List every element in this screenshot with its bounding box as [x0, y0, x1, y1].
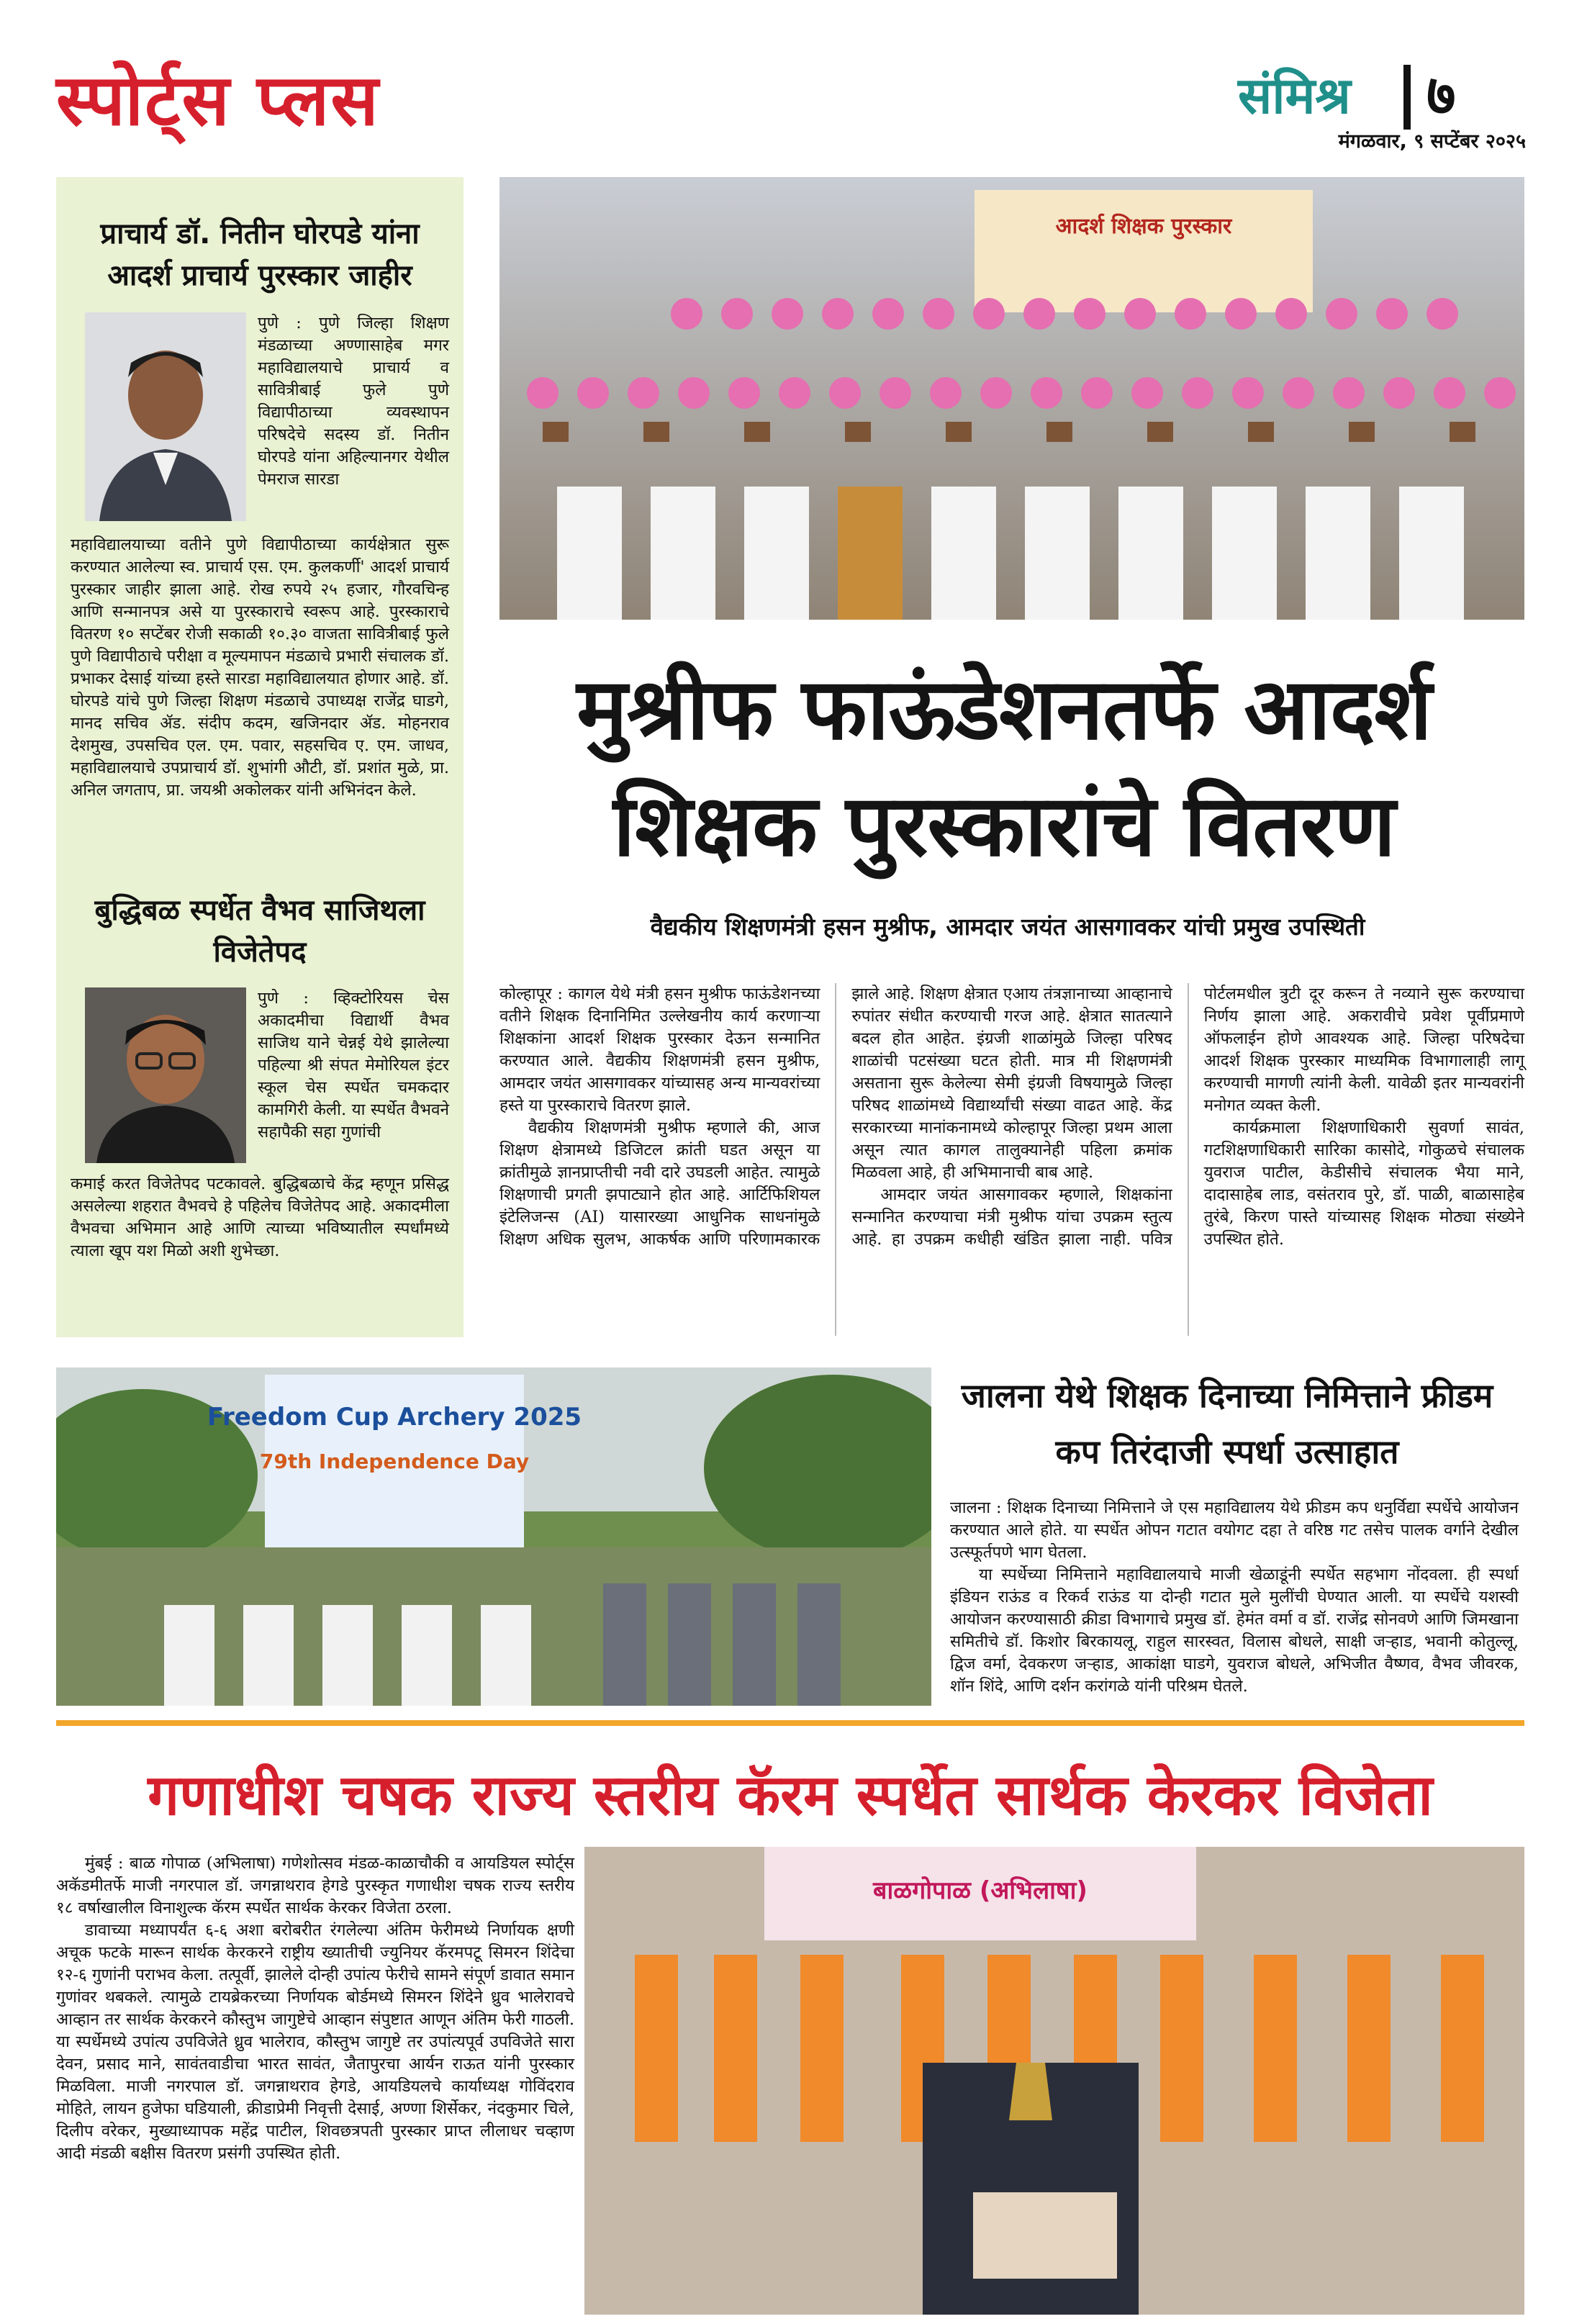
sidebar-story2-headline: बुद्धिबळ स्पर्धेत वैभव साजिथला विजेतेपद: [94, 894, 425, 969]
carrom-paragraph: मुंबई : बाळ गोपाळ (अभिलाषा) गणेशोत्सव मंडळ-काळाचौकी व आयडियल स्पोर्ट्स अकॅडमीतर्फे माजी नगरपाल डॉ. जगन्नाथराव हेगडे पुरस्कृत गणाधीश चषक राज्य स्तरीय १८ वर्षाखालील विनाशुल्क कॅरम स्पर्धेत सार्थक केरकर विजेता ठरला.: [56, 1854, 574, 1917]
carrom-banner-text: बाळगोपाळ (अभिलाषा): [873, 1876, 1088, 1905]
dateline: मंगळवार, ९ सप्टेंबर २०२५: [1338, 130, 1526, 153]
sidebar-story1-headline: प्राचार्य डॉ. नितीन घोरपडे यांना आदर्श प्राचार्य पुरस्कार जाहीर: [100, 217, 420, 292]
sidebar-story1-body: महाविद्यालयाच्या वतीने पुणे विद्यापीठाच्या कार्यक्षेत्रात सुरू करण्यात आलेल्या स्व. प्राचार्य एस. एम. कुलकर्णी' आदर्श प्राचार्य पुरस्कार जाहीर झाला आहे. रोख रुपये २५ हजार, गौरवचिन्ह आणि सन्मानपत्र असे या पुरस्काराचे स्वरूप आहे. पुरस्काराचे वितरण १० सप्टेंबर रोजी सकाळी १०.३० वाजता सावित्रीबाई फुले पुणे विद्यापीठाचे परीक्षा व मूल्यमापन मंडळाचे प्रभारी संचालक डॉ. प्रभाकर देसाई यांच्या हस्ते सारडा महाविद्यालयात होणार आहे. डॉ. घोरपडे यांचे पुणे जिल्हा शिक्षण मंडळाचे उपाध्यक्ष राजेंद्र घाडगे, मानद सचिव ॲड. संदीप कदम, खजिनदार ॲड. मोहनराव देशमुख, उपसचिव एल. एम. पवार, सहसचिव ए. एम. जाधव, महाविद्यालयाचे उपप्राचार्य डॉ. शुभांगी औटी, डॉ. प्रशांत मुळे, प्रा. अनिल जगताप, प्रा. जयश्री अकोलकर यांनी अभिनंदन केले.: [71, 535, 449, 800]
archery-event-photo: [56, 1367, 931, 1706]
jalna-headline: जालना येथे शिक्षक दिनाच्या निमित्ताने फ्रीडम कप तिरंदाजी स्पर्धा उत्साहात: [961, 1376, 1493, 1471]
lead-headline-line1: मुश्रीफ फाऊंडेशनतर्फे आदर्श: [577, 659, 1432, 759]
lead-paragraph: कोल्हापूर : कागल येथे मंत्री हसन मुश्रीफ फाऊंडेशनच्या वतीने शिक्षक दिनानिमित उल्लेखनीय कार्य करणाऱ्या शिक्षकांना आदर्श शिक्षक पुरस्कार देऊन सन्मानित करण्यात आले. वैद्यकीय शिक्षणमंत्री हसन मुश्रीफ, आमदार जयंत आसगावकर यांच्यासह अन्य मान्यवरांच्या हस्ते या पुरस्काराचे वितरण झाले.: [499, 985, 820, 1115]
sidebar-story2-intro: पुणे : व्हिक्टोरियस चेस अकादमीचा विद्यार्थी वैभव साजिथ याने चेन्नई येथे झालेल्या पहिल्या श्री संपत मेमोरियल इंटर स्कूल चेस स्पर्धेत चमकदार कामगिरी केली. या स्पर्धेत वैभवने सहापैकी सहा गुणांची: [258, 989, 449, 1141]
archery-banner-title: Freedom Cup Archery 2025: [207, 1403, 582, 1432]
carrom-paragraph: डावाच्या मध्यापर्यंत ६-६ अशा बरोबरीत रंगलेल्या अंतिम फेरीमध्ये निर्णायक क्षणी अचूक फटके मारून सार्थक केरकरने राष्ट्रीय ख्यातीची ज्युनियर कॅरमपटू सिमरन शिंदेचा १२-६ गुणांनी पराभव केला. तत्पूर्वी, झालेले दोन्ही उपांत्य फेरीचे सामने संपूर्ण डावात समान गुणांवर थबकले. त्यामुळे टायब्रेकरच्या निर्णायक बोर्डमध्ये सिमरन शिंदेने ध्रुव भालेरावचे आव्हान तर सार्थक केरकरने कौस्तुभ जागुष्टेचे आव्हान संपुष्टात आणून अंतिम फेरी गाठली. या स्पर्धेमध्ये उपांत्य उपविजेते ध्रुव भालेराव, कौस्तुभ जागुष्टे तर उपांत्यपूर्व उपविजेते सारा देवन, प्रसाद माने, सावंतवाडीचा भारत सावंत, जैतापुरचा आर्यन राऊत यांनी पुरस्कार मिळविला. माजी नगरपाल डॉ. जगन्नाथराव हेगडे, आयडियलचे कार्याध्यक्ष गोविंदराव मोहिते, लायन हुजेफा घडियाली, क्रीडाप्रेमी निवृत्ती देसाई, अण्णा शिर्सेकर, नंदकुमार चिले, दिलीप वरेकर, मुख्याध्यापक महेंद्र पाटील, शिवछत्रपती पुरस्कार प्राप्त लीलाधर चव्हाण आदी मंडळी बक्षीस वितरण प्रसंगी उपस्थित होती.: [56, 1921, 574, 2163]
section-name: संमिश्र: [1238, 66, 1351, 125]
lead-headline-line2: शिक्षक पुरस्कारांचे वितरण: [612, 776, 1396, 875]
section-divider: [1403, 65, 1411, 130]
award-ceremony-photo: [499, 177, 1524, 620]
lead-paragraph: आमदार जयंत आसगावकर म्हणाले, शिक्षकांना सन्मानित करण्याचा मंत्री मुश्रीफ यांचा उपक्रम स्तुत्य आहे. हा उपक्रम कधीही खंडित झाला नाही. पवित्र पोर्टलमधील त्रुटी दूर करून ते नव्याने सुरू करण्याचा निर्णय झाला आहे. अकरावीचे प्रवेश पूर्वीप्रमाणे ऑफलाईन होणे आवश्यक आहे. जिल्हा परिषदेचा आदर्श शिक्षक पुरस्कार माध्यमिक विभागालाही लागू करण्याची मागणी त्यांनी केली. यावेळी इतर मान्यवरांनी मनोगत व्यक्त केली.: [851, 985, 1524, 1249]
lead-body: [499, 983, 1524, 1336]
sidebar-story2-body: कमाई करत विजेतेपद पटकावले. बुद्धिबळाचे केंद्र म्हणून प्रसिद्ध असलेल्या शहरात वैभवचे हे पहिलेच विजेतेपद आहे. अकादमीला वैभवचा अभिमान आहे आणि त्याच्या भविष्यातील स्पर्धांमध्ये त्याला खूप यश मिळो अशी शुभेच्छा.: [71, 1175, 449, 1260]
carrom-headline: गणाधीश चषक राज्य स्तरीय कॅरम स्पर्धेत सार्थक केरकर विजेता: [148, 1763, 1433, 1828]
archery-banner-subtitle: 79th Independence Day: [259, 1450, 530, 1473]
jalna-paragraph: या स्पर्धेच्या निमित्ताने महाविद्यालयाचे माजी खेळाडूंनी स्पर्धेत सहभाग नोंदवला. ही स्पर्धा इंडियन राऊंड व रिकर्व राऊंड या दोन्ही गटात मुले मुलींची घेण्यात आली. या स्पर्धेचे यशस्वी आयोजन करण्यासाठी क्रीडा विभागाचे प्रमुख डॉ. हेमंत वर्मा व डॉ. राजेंद्र सोनवणे आणि जिमखाना समितीचे डॉ. किशोर बिरकायलू, राहुल सारस्वत, विलास बोधले, साक्षी जऱ्हाड, भवानी कोतुल्लू, द्विज वर्मा, देवकरण जऱ्हाड, आकांक्षा घाडगे, युवराज बोधले, अभिजीत वैष्णव, वैभव जीवरक, शॉन शिंदे, आणि दर्शन करांगळे यांनी परिश्रम घेतले.: [950, 1565, 1519, 1696]
portrait-photo-ghorpade: [85, 312, 246, 521]
jalna-body: [950, 1497, 1519, 1713]
sidebar-story1-intro: पुणे : पुणे जिल्हा शिक्षण मंडळाच्या अण्णासाहेब मगर महाविद्यालयाचे प्राचार्य व सावित्रीबाई फुले पुणे विद्यापीठाच्या व्यवस्थापन परिषदेचे सदस्य डॉ. नितीन घोरपडे यांना अहिल्यानगर येथील पेमराज सारडा: [258, 314, 449, 489]
jalna-paragraph: जालना : शिक्षक दिनाच्या निमित्ताने जे एस महाविद्यालय येथे फ्रीडम कप धनुर्विद्या स्पर्धेचे आयोजन करण्यात आले होते. या स्पर्धेत ओपन गटात वयोगट दहा ते वरिष्ठ गट तसेच पालक वर्गाने देखील उत्स्फूर्तपणे भाग घेतला.: [950, 1498, 1519, 1562]
lead-paragraph: कार्यक्रमाला शिक्षणाधिकारी सुवर्णा सावंत, गटशिक्षणाधिकारी सारिका कासोदे, गोकुळचे संचालक युवराज पाटील, केडीसीचे संचालक भैया माने, दादासाहेब लाड, वसंतराव पुरे, डॉ. पाळी, बाळासाहेब तुरंबे, किरण पास्ते यांच्यासह शिक्षक मोठ्या संख्येने उपस्थित होते.: [1203, 1118, 1524, 1249]
carrom-prize-photo: [584, 1847, 1524, 2315]
photo-banner-text: आदर्श शिक्षक पुरस्कार: [1055, 214, 1232, 239]
masthead-title: स्पोर्ट्स प्लस: [56, 60, 380, 142]
lead-subheadline: वैद्यकीय शिक्षणमंत्री हसन मुश्रीफ, आमदार जयंत आसगावकर यांची प्रमुख उपस्थिती: [650, 913, 1365, 941]
section-rule: [56, 1720, 1524, 1726]
section-tag: [1238, 56, 1526, 135]
lead-headline: [489, 651, 1519, 895]
lead-paragraph: वैद्यकीय शिक्षणमंत्री मुश्रीफ म्हणाले की, आज शिक्षण क्षेत्रामध्ये डिजिटल क्रांती घडत असून या क्रांतीमुळे ज्ञानप्राप्तीची नवी दारे उघडली आहेत. त्यामुळे शिक्षणाची प्रगती झपाट्याने होत आहे. आर्टिफिशियल इंटेलिजन्स (AI) यासारख्या आधुनिक साधनांमुळे शिक्षण अधिक सुलभ, आकर्षक आणि परिणामकारक झाले आहे. शिक्षण क्षेत्रात एआय तंत्रज्ञानाच्या आव्हानाचे रुपांतर संधीत करण्याची गरज आहे. क्षेत्रात सातत्याने बदल होत आहेत. इंग्रजी शाळांमुळे जिल्हा परिषद शाळांची पटसंख्या घटत होती. मात्र मी शिक्षणमंत्री असताना सुरू केलेल्या सेमी इंग्रजी विषयामुळे जिल्हा परिषद शाळांमध्ये विद्यार्थ्यांची संख्या वाढत आहे. केंद्र सरकारच्या मानांकनामध्ये कोल्हापूर जिल्हा प्रथम आला असून त्यात कागल तालुक्यानेही पहिला क्रमांक मिळवला आहे, ही अभिमानाची बाब आहे.: [499, 985, 1172, 1249]
portrait-photo-vaibhav: [85, 987, 246, 1163]
page-number: ७: [1427, 63, 1456, 128]
sidebar-box: [56, 177, 464, 1337]
carrom-body: [56, 1853, 574, 2313]
